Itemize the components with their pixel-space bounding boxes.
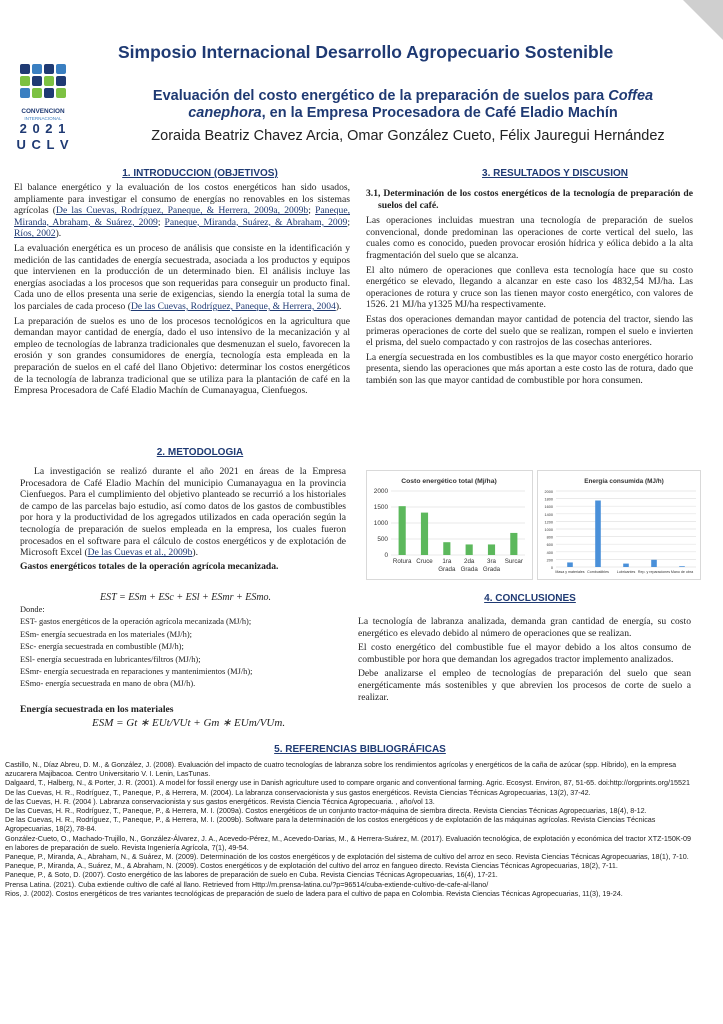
- section1-body: [14, 182, 350, 400]
- bar: [399, 506, 406, 555]
- x-tick-label: Surcar: [504, 558, 523, 565]
- reference-item: Castillo, N., Díaz Abreu, D. M., & González, J. (2008). Evaluación del impacto de cuatro tecnologías de labranza sobre los rendimientos agrícolas y energéticos de la caña de azúcar (spp. Híbrido), en la empresa azucarera Majibacoa. Centro Universitario V. I. Lenin, LasTunas.: [5, 760, 677, 779]
- variable-item: ESm- energía secuestrada en los materiales (MJ/h);: [20, 629, 192, 639]
- y-tick-label: 800: [546, 535, 553, 540]
- variable-item: ESl- energía secuestrada en lubricantes/filtros (MJ/h);: [20, 654, 201, 664]
- reference-item: De las Cuevas, H. R., Rodríguez, T., Paneque, P., & Herrera, M. I. (2009b). Software para la determinación de los costos energéticos y de explotación de las máquinas agrícolas. Revista Ciencias Técnicas Agropecuarias, 18(2), 78-84.: [5, 815, 656, 834]
- section4-paragraph: La tecnología de labranza analizada, demanda gran cantidad de energía, su costo energético es elevado debido al número de operaciones que se realizan.: [358, 616, 691, 639]
- logo-square: [20, 88, 30, 98]
- citation-link[interactable]: De las Cuevas et al., 2009b: [87, 547, 193, 559]
- y-tick-label: 1500: [373, 504, 388, 511]
- x-tick-label: Rotura: [392, 558, 412, 565]
- logo-square: [44, 88, 54, 98]
- citation-link[interactable]: De las Cuevas, Rodríguez, Paneque, & Herrera, 2009a, 2009b: [56, 205, 309, 217]
- y-tick-label: 1000: [544, 528, 553, 532]
- subtitle-genus: Coffea: [608, 88, 654, 104]
- logo-square: [32, 76, 42, 86]
- y-tick-label: 1200: [544, 520, 553, 525]
- logo-year: 2 0 2 1: [19, 121, 67, 136]
- reference-item: Paneque, P., Miranda, A., Suárez, M., & Abraham, N. (2009). Costos energéticos y de explotación del cultivo del arroz en fangueo directo. Revista Ciencias Técnicas Agropecuarias, 18(2), 7-11.: [5, 861, 618, 871]
- page-corner-fold: [683, 0, 723, 40]
- variable-item: ESc- energía secuestrada en combustible (MJ/h);: [20, 642, 184, 652]
- logo-org: U C L V: [16, 137, 70, 152]
- subtitle-text: Evaluación del costo energético de la preparación de suelos para: [152, 88, 609, 104]
- x-tick-label: Combustibles: [587, 570, 609, 574]
- variable-item: EST- gastos energéticos de la operación agrícola mecanizada (MJ/h);: [20, 617, 252, 627]
- section3-paragraph: La energía secuestrada en los combustibles es la que mayor costo energético horario presenta, siendo las operaciones que más aportan a este costo las de rotura, dado que también son las que mayor cantidad de combustible por hora consumen.: [366, 351, 693, 386]
- logo-square: [32, 88, 42, 98]
- logo-square: [20, 76, 30, 86]
- poster-title: Simposio Internacional Desarrollo Agropecuario Sostenible: [118, 42, 614, 62]
- logo-square: [56, 76, 66, 86]
- chart-title: Costo energético total (Mj/ha): [401, 478, 497, 485]
- y-tick-label: 500: [377, 536, 388, 543]
- section1-paragraph: El balance energético y la evaluación de los costos energéticos han sido usados, ampliamente para investigar el consumo de energías no renovables en los sistemas agrícolas (De las Cuevas, Rodríguez, Paneque, & Herrera, 2009a, 2009b; Paneque, Miranda, Abraham, & Suárez, 2009; Paneque, Miranda, Suárez, & Abraham, 2009; Ríos, 2002).: [14, 182, 350, 240]
- x-tick-label: Mano de obra: [670, 570, 694, 574]
- x-tick-label: 3ra: [487, 558, 496, 565]
- gastos-heading: Gastos energéticos totales de la operación agrícola mecanizada.: [20, 560, 279, 572]
- chart1-svg: [367, 471, 532, 579]
- citation-link[interactable]: De las Cuevas, Rodríguez, Paneque, & Herrera, 2004: [130, 300, 336, 312]
- section3-paragraph: El alto número de operaciones que conlleva esta tecnología hace que su costo energético se elevado, llegando a alcanzar en este caso los 4832,54 MJ/ha. Las operaciones de rotura y cruce son las tienen mayor costo energético, con valores de 1526. 21 MJ/ha y1325 MJ/ha respectivamente.: [366, 264, 693, 311]
- section4-body: [358, 616, 691, 706]
- y-tick-label: 1800: [544, 497, 553, 502]
- equation-esm: ESM = Gt ∗ EUt/VUt + Gm ∗ EUm/VUm.: [92, 717, 286, 729]
- references-list: [5, 760, 695, 898]
- citation-link[interactable]: Ríos, 2002: [14, 228, 56, 240]
- logo-square: [44, 64, 54, 74]
- citation-link[interactable]: Paneque, Miranda, Abraham, & Suárez, 2009: [14, 205, 350, 228]
- section5-heading: 5. REFERENCIAS BIBLIOGRÁFICAS: [274, 744, 446, 755]
- x-tick-label: Masa y materiales: [555, 570, 585, 574]
- bar: [421, 513, 428, 555]
- section3-paragraph: Las operaciones incluidas muestran una tecnología de preparación de suelos convencional, donde predominan las operaciones de corte vertical del suelo, las cuales como es conocido, pueden provocar erosión hídrica y eólica debido a la alta fragmentación del suelo que se alcanza.: [366, 215, 693, 261]
- bar: [595, 501, 601, 568]
- convention-logo: [16, 64, 68, 156]
- section3-subheading: 3.1, Determinación de los costos energéticos de la tecnología de preparación de suelos del café.: [366, 188, 693, 211]
- reference-item: de las Cuevas, H. R. (2004 ). Labranza conservacionista y sus gastos energéticos. Revista Ciencia Técnica Agropecuaria. , año/vol 13.: [5, 796, 435, 806]
- bar: [466, 544, 473, 555]
- section2-paragraph: La investigación se realizó durante el año 2021 en áreas de la Empresa Procesadora de Café Eladio Machín del municipio Cumanayagua en la provincia Cienfuegos. Para el cumplimiento del objetivo planteado se recurrió a los historiales de campo de las parcelas bajo estudio, así como datos de los gastos de combustibles por hora y la productividad de los agregados utilizados en cada operación según la tecnología de preparación de suelos empleada en la empresa, los cuales fueron procesados en el software para el cálculo de costos energéticos y de explotación de Microsoft Excel (De las Cuevas et al., 2009b).: [20, 466, 346, 559]
- logo-line2: INTERNACIONAL: [24, 116, 62, 121]
- reference-item: Prensa Latina. (2021). Cuba extiende cultivo dle café al llano. Retrieved from Http://m.prensa-latina.cu/?p=96514/cuba-extiende-cultivo-de-cafe-al-llano/: [5, 879, 489, 889]
- reference-item: Paneque, P., Miranda, A., Abraham, N., & Suárez, M. (2009). Determinación de los costos energéticos y de explotación del sistema de cultivo del arroz en seco. Revista Ciencias Técnicas Agropecuarias, 18(1), 7-10.: [5, 852, 689, 862]
- energia-heading: Energía secuestrada en los materiales: [20, 704, 174, 715]
- logo-square: [56, 64, 66, 74]
- reference-item: Rios, J. (2002). Costos energéticos de tres variantes tecnológicas de preparación de suelo de ladera para el cultivo de papa en Colombia. Revista Ciencias Técnicas Agropecuarias, 11(3), 19-24.: [5, 888, 623, 898]
- logo-square: [44, 76, 54, 86]
- chart-energia-consumida: [537, 470, 701, 580]
- section4-heading: 4. CONCLUSIONES: [484, 593, 576, 604]
- y-tick-label: 0: [550, 566, 553, 570]
- logo-line1: CONVENCION: [21, 108, 65, 115]
- y-tick-label: 0: [384, 552, 388, 559]
- bar: [488, 544, 495, 555]
- y-tick-label: 2000: [544, 490, 553, 494]
- reference-item: De las Cuevas, H. R., Rodríguez, T., Paneque, P., & Herrera, M. (2004). La labranza conservacionista y sus gastos energéticos. Revista Ciencias Técnicas Agropecuarias, 13(2), 37-42.: [5, 787, 591, 797]
- citation-link[interactable]: Paneque, Miranda, Suárez, & Abraham, 2009: [164, 216, 348, 228]
- x-tick-label: 1ra: [442, 558, 452, 565]
- bar: [651, 560, 657, 567]
- section2-body: [20, 466, 346, 575]
- subtitle-text: , en la Empresa Procesadora de Café Eladio Machín: [261, 105, 618, 121]
- reference-item: Dalgaard, T., Halberg, N., & Porter, J. R. (2001). A model for fossil energy use in Danish agriculture used to compare organic and conventional farming. Agric. Ecosyst. Environ, 87, 51-65. doi:http://orgprints.org/15521: [5, 778, 691, 788]
- poster-authors: Zoraida Beatriz Chavez Arcia, Omar González Cueto, Félix Jauregui Hernández: [151, 128, 665, 144]
- poster-subtitle: [118, 88, 688, 122]
- reference-item: González-Cueto, O., Machado-Trujillo, N., González-Álvarez, J. A., Acevedo-Pérez, M., Acevedo-Darias, M., & Herrera-Suárez, M. (2017). Evaluación tecnológica, de explotación y económica del tractor XTZ-150K-09 en labores de preparación de suelo. Revista Ingeniería Agrícola, 7(1), 49-54.: [5, 833, 692, 852]
- y-tick-label: 2000: [373, 488, 388, 495]
- bar: [623, 564, 629, 567]
- section4-paragraph: Debe analizarse el empleo de tecnologías de preparación del suelo que sean energéticamente más sostenibles y que abrevien los procesos de corte de suelo a realizar.: [358, 668, 691, 703]
- section1-paragraph: La preparación de suelos es uno de los procesos tecnológicos en la agricultura que demandan mayor cantidad de energía, dado el uso intensivo de la mecanización y al empleo de tecnologías de labranza tradicionales que desmenuzan el suelo, favorecen la erosión y son grandes consumidores de energía, tecnología esta empleada en la preparación de suelos en el café del llano Objetivo: determinar los costos energéticos de la tecnología de labranza tradicional que se utiliza para la plantación de café en la Empresa Procesadora de Café Eladio Machín de Cumanayagua, Cienfuegos.: [14, 315, 350, 397]
- logo-square: [56, 88, 66, 98]
- x-tick-label: Rep. y reparaciones: [637, 570, 671, 574]
- variable-list: [20, 604, 350, 691]
- x-tick-label: 2da: [464, 558, 475, 565]
- y-tick-label: 600: [546, 543, 553, 548]
- section3-body: [366, 188, 693, 390]
- subtitle-species: canephora: [188, 105, 262, 121]
- section3-paragraph: Estas dos operaciones demandan mayor cantidad de potencia del tractor, siendo las primeras operaciones de corte del suelo que se realizan, rompen el suelo e invierten el prisma, del suelo compactado y con rastrojos de las cosechas anteriores.: [366, 313, 693, 349]
- donde-label: Donde:: [20, 605, 45, 614]
- x-tick-label: Lubricantes: [616, 570, 636, 574]
- x-tick-label: Grada: [438, 566, 456, 574]
- bar: [443, 542, 450, 555]
- section1-paragraph: La evaluación energética es un proceso de análisis que consiste en la identificación y medición de las cantidades de energía secuestrada, asociada a los productos y equipos que intervienen en la producción de un determinado bien. El análisis incluye las energías asociadas a los procesos que son requeridas para conseguir un producto final. Cada uno de ellos presenta una serie de exigencias, siendo la energía total la suma de los parciales de cada proceso (De las Cuevas, Rodríguez, Paneque, & Herrera, 2004).: [14, 242, 350, 312]
- reference-item: Paneque, P., & Soto, D. (2007). Costo energético de las labores de preparación de suelo en Cuba. Revista Ciencias Técnicas Agropecuarias, 16(4), 17-21.: [5, 870, 498, 880]
- x-tick-label: Grada: [482, 566, 501, 574]
- y-tick-label: 200: [546, 558, 553, 563]
- variable-item: ESmr- energía secuestrada en reparaciones y mantenimientos (MJ/h);: [20, 667, 253, 677]
- y-tick-label: 400: [546, 550, 553, 555]
- chart-costo-energetico: [366, 470, 533, 580]
- x-tick-label: Grada: [460, 566, 478, 574]
- equation-est: EST = ESm + ESc + ESl + ESmr + ESmo.: [100, 592, 272, 603]
- y-tick-label: 1600: [544, 505, 553, 510]
- chart2-svg: [538, 471, 700, 579]
- x-tick-label: Cruce: [416, 558, 433, 565]
- section1-heading: 1. INTRODUCCION (OBJETIVOS): [122, 168, 278, 179]
- section4-paragraph: El costo energético del combustible fue el mayor debido a los altos consumo de combustible por hora que demandan los agregados tractor implemento analizados.: [358, 642, 691, 665]
- section2-heading: 2. METODOLOGIA: [156, 447, 244, 458]
- reference-item: De las Cuevas, H. R., Rodríguez, T., Paneque, P., & Herrera, M. I. (2009a). Costos energéticos de un conjunto tractor-máquina de siembra directa. Revista Ciencias Técnicas Agropecuarias, 18(4), 8-12.: [5, 806, 647, 816]
- chart-title: Energía consumida (MJ/h): [584, 478, 664, 485]
- variable-item: ESmo- energía secuestrada en mano de obra (MJ/h).: [20, 679, 196, 689]
- logo-square: [32, 64, 42, 74]
- logo-square: [20, 64, 30, 74]
- bar: [567, 562, 573, 567]
- bar: [679, 566, 685, 567]
- y-tick-label: 1000: [373, 520, 388, 527]
- y-tick-label: 1400: [544, 512, 553, 517]
- bar: [510, 533, 517, 555]
- section3-heading: 3. RESULTADOS Y DISCUSION: [482, 168, 628, 179]
